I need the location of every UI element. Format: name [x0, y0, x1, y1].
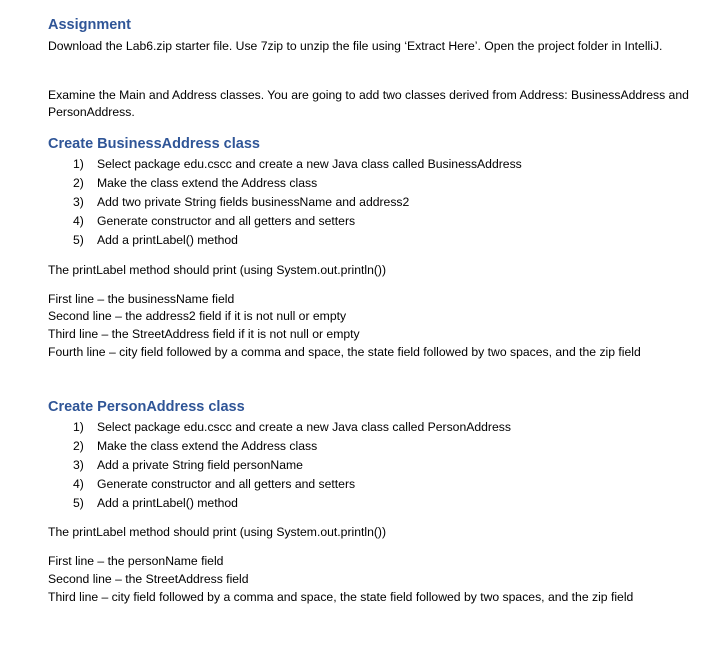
step-number: 4) [73, 477, 84, 491]
business-step-2 [73, 175, 317, 192]
business-step-3 [73, 194, 409, 211]
business-line-2: Second line – the address2 field if it is not null or empty [48, 309, 347, 323]
business-step-1 [73, 156, 522, 173]
step-text: Add two private String fields businessName and address2 [97, 195, 410, 209]
business-step-4 [73, 213, 355, 230]
step-number: 2) [73, 439, 84, 453]
step-text: Generate constructor and all getters and setters [97, 477, 356, 491]
step-text: Generate constructor and all getters and setters [97, 214, 356, 228]
person-print-note: The printLabel method should print (using System.out.println()) [48, 525, 387, 539]
business-line-1: First line – the businessName field [48, 292, 235, 306]
person-step-2 [73, 438, 317, 455]
step-text: Make the class extend the Address class [97, 176, 318, 190]
person-step-4 [73, 476, 355, 493]
assignment-title: Assignment [48, 17, 131, 33]
person-step-3 [73, 457, 303, 474]
step-number: 3) [73, 458, 84, 472]
intro-paragraph-1: Download the Lab6.zip starter file. Use 7zip to unzip the file using ‘Extract Here’. Open the project folder in IntelliJ. [48, 39, 663, 53]
business-print-note: The printLabel method should print (using System.out.println()) [48, 263, 387, 277]
person-step-5 [73, 495, 238, 512]
step-number: 2) [73, 176, 84, 190]
business-line-4: Fourth line – city field followed by a comma and space, the state field followed by two spaces, and the zip field [48, 345, 641, 359]
business-address-heading: Create BusinessAddress class [48, 136, 260, 152]
step-number: 3) [73, 195, 84, 209]
business-line-3: Third line – the StreetAddress field if it is not null or empty [48, 327, 360, 341]
step-text: Add a printLabel() method [97, 496, 238, 510]
person-address-heading: Create PersonAddress class [48, 399, 245, 415]
step-number: 1) [73, 420, 84, 434]
business-step-5 [73, 232, 238, 249]
step-text: Select package edu.cscc and create a new Java class called BusinessAddress [97, 157, 522, 171]
person-line-2: Second line – the StreetAddress field [48, 572, 249, 586]
step-text: Select package edu.cscc and create a new Java class called PersonAddress [97, 420, 511, 434]
step-text: Add a private String field personName [97, 458, 303, 472]
person-step-1 [73, 419, 511, 436]
step-number: 5) [73, 233, 84, 247]
step-text: Make the class extend the Address class [97, 439, 318, 453]
step-number: 4) [73, 214, 84, 228]
intro-paragraph-2: Examine the Main and Address classes. You are going to add two classes derived from Address: BusinessAddress and PersonAddress. [48, 88, 689, 119]
person-line-3: Third line – city field followed by a comma and space, the state field followed by two spaces, and the zip field [48, 590, 634, 604]
person-line-1: First line – the personName field [48, 554, 224, 568]
step-number: 1) [73, 157, 84, 171]
step-text: Add a printLabel() method [97, 233, 238, 247]
step-number: 5) [73, 496, 84, 510]
